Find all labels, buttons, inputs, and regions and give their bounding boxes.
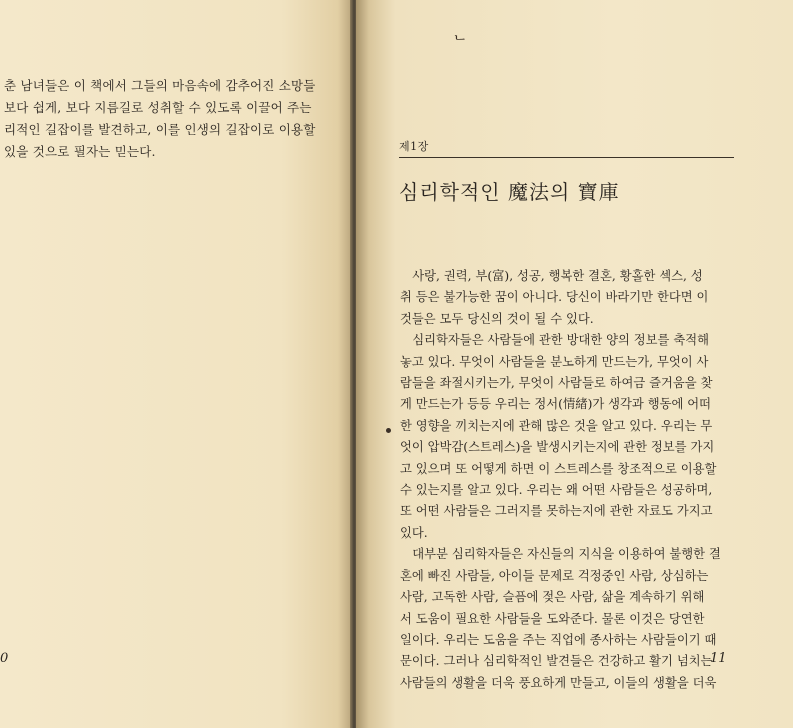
body-line: 또 어떤 사람들은 그러지를 못하는지에 관한 자료도 가지고 [400,504,713,519]
right-page-number: 11 [710,651,727,666]
body-line: 엇이 압박감(스트레스)을 발생시키는지에 관한 정보를 가지 [400,440,715,455]
text-line: 보다 쉽게, 보다 지름길로 성취할 수 있도록 이끌어 주는 [4,100,312,115]
chapter-label: 제1장 [399,140,429,153]
chapter-rule [399,157,734,158]
right-page-body [400,266,738,694]
left-page [0,0,352,728]
body-line: 심리학자들은 사람들에 관한 방대한 양의 정보를 축적해 [400,333,709,348]
body-line: 것들은 모두 당신의 것이 될 수 있다. [400,311,594,326]
body-line: 사랑, 권력, 부(富), 성공, 행복한 결혼, 황홀한 섹스, 성 [400,269,703,283]
body-line: 혼에 빠진 사람들, 아이들 문제로 걱정중인 사람, 상심하는 [400,568,709,583]
body-line: 한 영향을 끼치는지에 관해 많은 것을 알고 있다. 우리는 무 [400,418,713,433]
body-line: 사람들의 생활을 더욱 풍요하게 만들고, 이들의 생활을 더욱 [400,675,717,690]
body-line: 수 있는지를 알고 있다. 우리는 왜 어떤 사람들은 성공하며, [400,483,713,498]
chapter-title: 심리학적인 魔法의 寶庫 [399,180,620,204]
body-line: 문이다. 그러나 심리학적인 발견들은 건강하고 활기 넘치는 [400,654,713,669]
body-line: 있다. [400,525,428,540]
text-line: 춘 남녀들은 이 책에서 그들의 마음속에 감추어진 소망들 [4,78,316,93]
text-line: 리적인 길잡이를 발견하고, 이를 인생의 길잡이로 이용할 [4,122,316,137]
body-line: 놓고 있다. 무엇이 사람들을 분노하게 만드는가, 무엇이 사 [400,354,709,369]
body-line: 서 도움이 필요한 사람들을 도와준다. 물론 이것은 당연한 [400,611,705,626]
body-line: 일이다. 우리는 도움을 주는 직업에 종사하는 사람들이기 때 [400,632,717,647]
left-page-number: 0 [0,651,9,666]
body-line: 대부분 심리학자들은 자신들의 지식을 이용하여 불행한 결 [400,547,721,562]
text-line: 있을 것으로 필자는 믿는다. [4,144,156,159]
handwritten-mark: ᄂ [452,33,468,52]
body-line: 사람, 고독한 사람, 슬픔에 젖은 사람, 삶을 계속하기 위해 [400,590,705,605]
body-line: 게 만드는가 등등 우리는 정서(情緖)가 생각과 행동에 어떠 [400,397,712,412]
left-page-text [4,75,349,163]
body-line: 람들을 좌절시키는가, 무엇이 사람들로 하여금 즐거움을 찾 [400,376,713,391]
body-line: 취 등은 불가능한 꿈이 아니다. 당신이 바라기만 한다면 이 [400,290,709,305]
body-line: 고 있으며 또 어떻게 하면 이 스트레스를 창조적으로 이용할 [400,461,717,476]
ink-spot [386,428,391,433]
